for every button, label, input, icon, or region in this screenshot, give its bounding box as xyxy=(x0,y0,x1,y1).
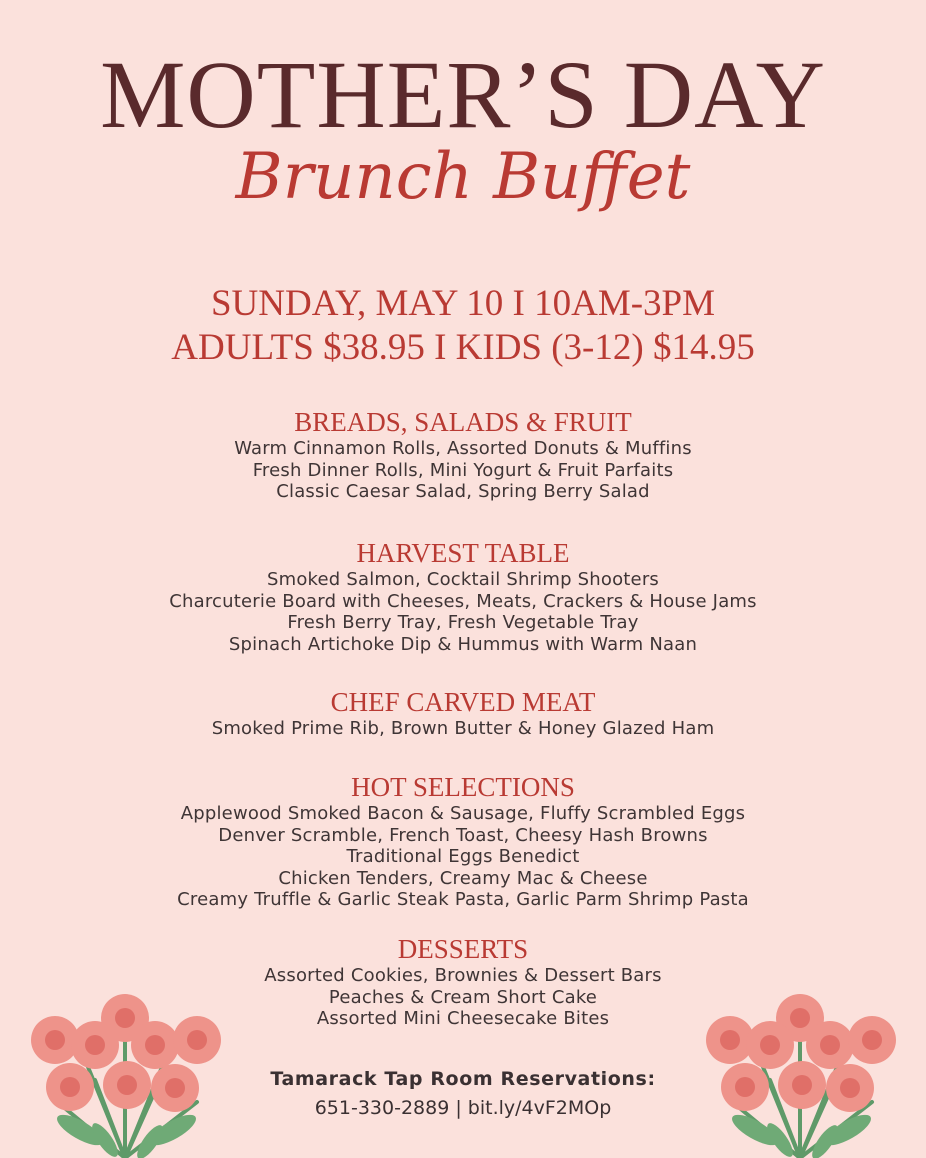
section-title: HOT SELECTIONS xyxy=(351,772,575,802)
event-date-time: SUNDAY, MAY 10 I 10AM-3PM xyxy=(210,283,716,324)
menu-item: Denver Scramble, French Toast, Cheesy Hash Browns xyxy=(218,824,708,846)
menu-item: Chicken Tenders, Creamy Mac & Cheese xyxy=(278,867,648,889)
menu-section-harvest-table xyxy=(0,539,926,655)
section-title: HARVEST TABLE xyxy=(356,538,570,568)
reservations-contact: 651-330-2889 | bit.ly/4vF2MOp xyxy=(314,1097,612,1119)
section-title: DESSERTS xyxy=(397,934,529,964)
rose-bouquet-icon xyxy=(25,990,230,1158)
menu-item: Fresh Dinner Rolls, Mini Yogurt & Fruit Parfaits xyxy=(252,459,674,481)
menu-item: Spinach Artichoke Dip & Hummus with Warm Naan xyxy=(228,633,698,655)
menu-item: Warm Cinnamon Rolls, Assorted Donuts & Muffins xyxy=(234,438,692,459)
menu-item: Assorted Cookies, Brownies & Dessert Bars xyxy=(264,965,662,986)
rose-bouquet-icon xyxy=(700,990,905,1158)
menu-item: Charcuterie Board with Cheeses, Meats, Crackers & House Jams xyxy=(169,590,757,612)
reservations-label: Tamarack Tap Room Reservations: xyxy=(270,1068,656,1090)
menu-section-chef-carved-meat xyxy=(0,688,926,740)
menu-section-hot-selections xyxy=(0,773,926,911)
event-pricing: ADULTS $38.95 I KIDS (3-12) $14.95 xyxy=(171,327,755,368)
menu-item: Smoked Salmon, Cocktail Shrimp Shooters xyxy=(266,569,660,590)
menu-item: Assorted Mini Cheesecake Bites xyxy=(316,1008,610,1029)
menu-item: Classic Caesar Salad, Spring Berry Salad xyxy=(276,481,650,502)
menu-item: Applewood Smoked Bacon & Sausage, Fluffy Scrambled Eggs xyxy=(180,803,746,824)
page-title: MOTHER’S DAY xyxy=(100,41,826,148)
menu-item: Traditional Eggs Benedict xyxy=(346,846,580,867)
menu-item: Creamy Truffle & Garlic Steak Pasta, Garlic Parm Shrimp Pasta xyxy=(177,889,749,910)
menu-section-breads xyxy=(0,408,926,503)
menu-item: Peaches & Cream Short Cake xyxy=(328,986,598,1008)
menu-item: Smoked Prime Rib, Brown Butter & Honey Glazed Ham xyxy=(211,718,715,739)
section-title: BREADS, SALADS & FRUIT xyxy=(294,407,632,437)
menu-item: Fresh Berry Tray, Fresh Vegetable Tray xyxy=(287,612,639,633)
page-subtitle: Brunch Buffet xyxy=(235,140,691,214)
section-title: CHEF CARVED MEAT xyxy=(330,687,596,717)
